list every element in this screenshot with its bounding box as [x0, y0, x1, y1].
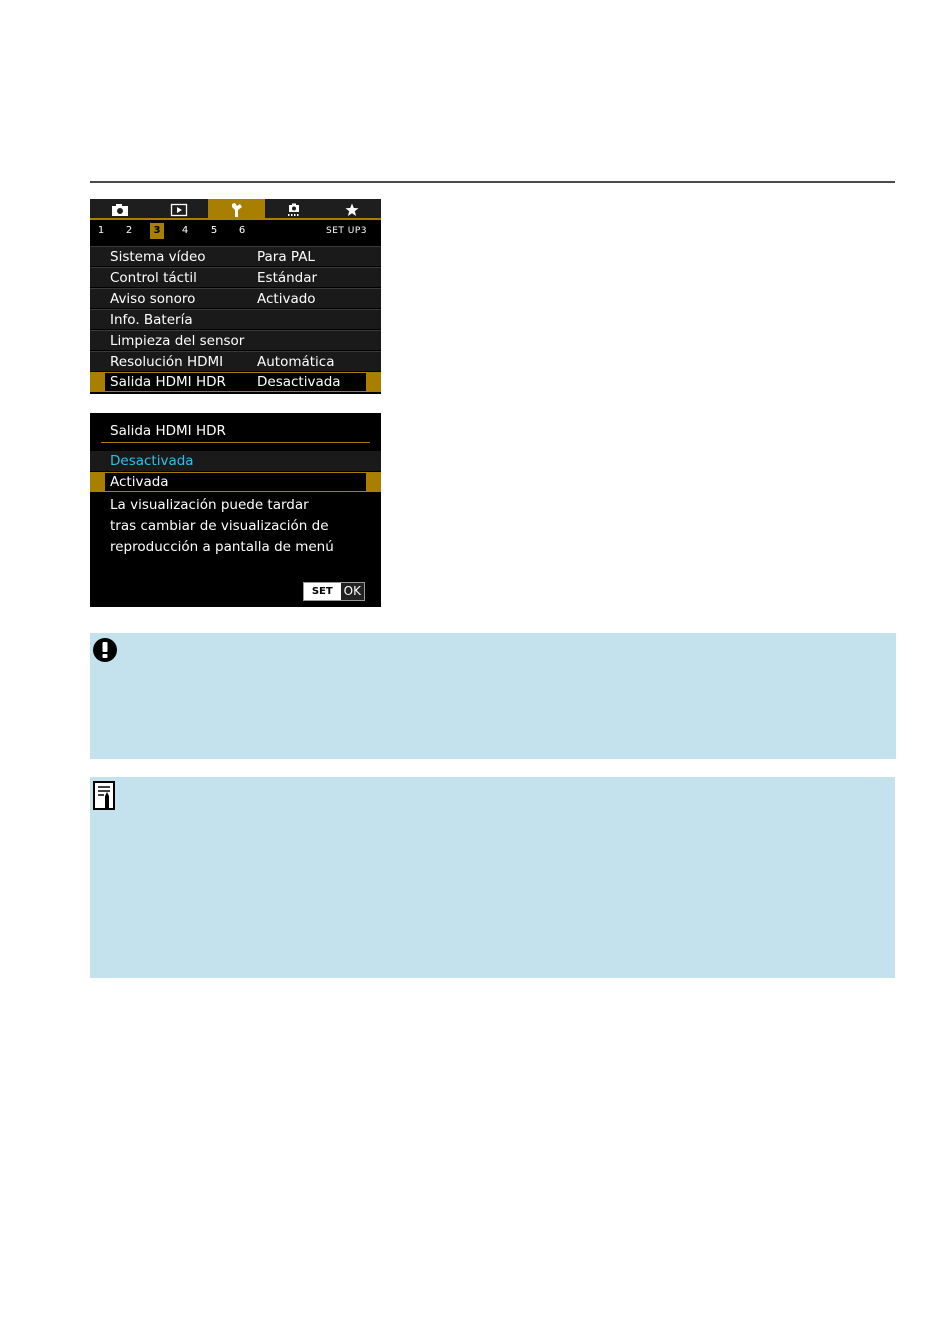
camera-icon — [111, 203, 129, 217]
menu-tab-bar — [90, 199, 381, 220]
description-line: reproducción a pantalla de menú — [110, 539, 334, 555]
option-enabled[interactable] — [90, 472, 381, 492]
menu-item-label: Aviso sonoro — [110, 291, 196, 307]
memo-box — [90, 777, 895, 978]
subtab-2[interactable]: 2 — [125, 225, 133, 236]
menu-item-value: Desactivada — [257, 374, 341, 390]
menu-item-label: Info. Batería — [110, 312, 193, 328]
setup-page-code: SET UP3 — [326, 226, 367, 236]
menu-item-beep[interactable] — [90, 288, 381, 308]
caution-box — [90, 633, 896, 759]
option-label: Desactivada — [110, 453, 194, 469]
subtab-5[interactable]: 5 — [210, 225, 218, 236]
subtab-1[interactable]: 1 — [97, 225, 105, 236]
tab-custom-functions[interactable] — [265, 199, 323, 220]
playback-icon — [170, 203, 188, 217]
ok-label: OK — [341, 583, 364, 600]
tab-my-menu[interactable] — [323, 199, 381, 220]
custom-function-icon — [286, 203, 302, 217]
camera-menu-screen — [90, 199, 381, 394]
menu-item-value: Estándar — [257, 270, 318, 286]
tab-setup[interactable] — [208, 199, 265, 220]
memo-icon — [90, 779, 120, 813]
star-icon — [345, 203, 359, 217]
dialog-title-underline — [101, 442, 370, 443]
wrench-icon — [230, 202, 244, 218]
option-label: Activada — [110, 474, 169, 490]
caution-icon — [90, 635, 120, 665]
dialog-title: Salida HDMI HDR — [110, 423, 226, 439]
subtab-3[interactable]: 3 — [150, 223, 164, 239]
set-ok-button[interactable] — [303, 582, 365, 601]
menu-item-label: Sistema vídeo — [110, 249, 206, 265]
menu-item-battery-info[interactable] — [90, 309, 381, 329]
section-divider — [90, 181, 895, 183]
subtab-6[interactable]: 6 — [238, 225, 246, 236]
set-button-label: SET — [304, 583, 341, 600]
menu-item-touch-control[interactable] — [90, 267, 381, 287]
dialog-description — [110, 495, 375, 558]
menu-item-video-system[interactable] — [90, 246, 381, 266]
menu-item-hdmi-resolution[interactable] — [90, 351, 381, 371]
menu-item-label: Control táctil — [110, 270, 197, 286]
menu-item-value: Automática — [257, 354, 335, 370]
description-line: La visualización puede tardar — [110, 497, 309, 513]
tab-playback[interactable] — [149, 199, 208, 220]
subtab-bar — [90, 220, 381, 240]
menu-item-label: Limpieza del sensor — [110, 333, 245, 349]
hdmi-hdr-dialog-screen — [90, 413, 381, 607]
menu-item-value: Para PAL — [257, 249, 315, 265]
menu-item-value: Activado — [257, 291, 316, 307]
option-disabled[interactable] — [90, 451, 381, 471]
menu-item-sensor-cleaning[interactable] — [90, 330, 381, 350]
tab-shooting[interactable] — [90, 199, 149, 220]
subtab-4[interactable]: 4 — [181, 225, 189, 236]
menu-item-label: Salida HDMI HDR — [110, 374, 226, 390]
menu-item-label: Resolución HDMI — [110, 354, 224, 370]
menu-item-hdmi-hdr-output[interactable] — [90, 372, 381, 392]
description-line: tras cambiar de visualización de — [110, 518, 329, 534]
